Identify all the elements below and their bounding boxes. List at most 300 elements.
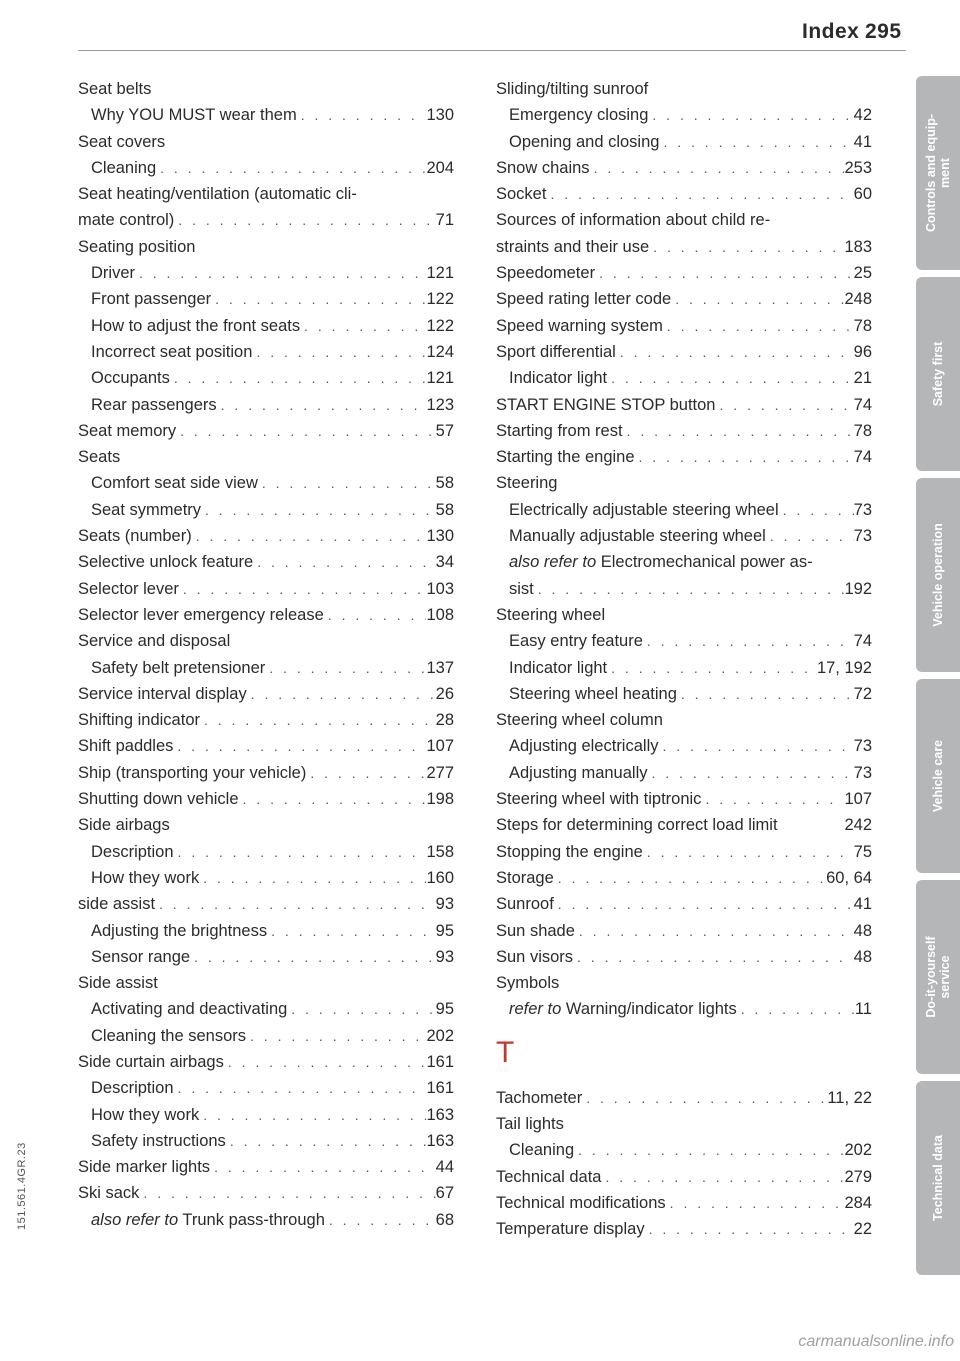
index-entry-term [91, 497, 201, 523]
dot-leader [199, 865, 426, 891]
index-entry-term [496, 970, 559, 996]
index-entry-term [78, 707, 200, 733]
index-entry[interactable] [496, 996, 872, 1022]
index-page-ref[interactable]: 11 [854, 1000, 872, 1019]
dot-leader [135, 260, 426, 286]
index-entry-term [496, 891, 554, 917]
index-entry[interactable] [78, 891, 454, 917]
index-entry-term [91, 286, 211, 312]
dot-leader [201, 497, 436, 523]
index-entry-term [91, 313, 300, 339]
index-entry-text: Seat belts [78, 80, 152, 98]
index-entry[interactable] [496, 418, 872, 444]
index-page-ref[interactable]: 71 [435, 211, 454, 230]
index-entry-term [78, 129, 165, 155]
index-entry[interactable] [78, 392, 454, 418]
dot-leader [176, 418, 436, 444]
index-entry[interactable] [496, 1216, 872, 1242]
tab-safety-first[interactable] [916, 277, 960, 471]
index-entry[interactable] [78, 102, 454, 128]
index-page-ref[interactable]: 21 [853, 369, 872, 388]
index-entry-term [496, 786, 701, 812]
index-entry-text: Cleaning the sensors [91, 1026, 247, 1045]
index-page-ref[interactable]: 93 [435, 947, 454, 966]
index-entry-text: Adjusting electrically [509, 737, 659, 756]
index-page-ref[interactable]: 57 [435, 421, 454, 440]
index-entry-term [91, 918, 267, 944]
index-entry[interactable] [78, 365, 454, 391]
index-page-ref[interactable]: 75 [853, 842, 872, 861]
index-entry[interactable] [496, 339, 872, 365]
index-entry[interactable] [496, 628, 872, 654]
index-entry-term [496, 839, 643, 865]
dot-leader [173, 733, 426, 759]
index-entry-text: Trunk pass-through [182, 1210, 325, 1229]
index-entry [496, 76, 872, 102]
index-entry[interactable] [78, 339, 454, 365]
dot-leader [607, 655, 817, 681]
dot-leader [252, 339, 426, 365]
index-page-ref[interactable]: 58 [435, 500, 454, 519]
index-entry-term [509, 655, 607, 681]
index-entry[interactable] [78, 1023, 454, 1049]
index-entry-text: Why YOU MUST wear them [91, 106, 297, 125]
index-entry-text: straints and their use [496, 237, 650, 256]
index-entry-term [78, 76, 151, 102]
index-entry-text: Seat heating/ventilation (automatic cli- [78, 185, 357, 204]
index-entry-text: Sliding/tilting sunroof [496, 80, 649, 98]
dot-leader [258, 470, 436, 496]
index-page-ref[interactable]: 160 [426, 868, 454, 887]
cross-reference-prefix: also refer to [509, 553, 597, 572]
index-entry-text: How they work [91, 1105, 200, 1124]
index-entry[interactable] [496, 865, 872, 891]
index-page-ref[interactable]: 73 [853, 527, 872, 546]
index-entry[interactable] [496, 102, 872, 128]
index-page-ref[interactable]: 204 [426, 158, 454, 177]
index-entry-text: side assist [78, 895, 156, 914]
index-entry-term [496, 918, 575, 944]
index-entry[interactable] [496, 1190, 872, 1216]
index-entry[interactable] [78, 1154, 454, 1180]
index-entry[interactable] [496, 655, 872, 681]
index-page-ref[interactable]: 130 [426, 106, 454, 125]
index-page-ref[interactable]: 108 [426, 605, 454, 624]
index-page-ref[interactable]: 192 [844, 579, 872, 598]
index-page-ref[interactable]: 73 [853, 500, 872, 519]
index-entry[interactable] [496, 392, 872, 418]
index-entry-term [496, 155, 590, 181]
index-entry-text: How to adjust the front seats [91, 316, 301, 335]
index-page-ref[interactable]: 25 [853, 264, 872, 283]
index-page-ref[interactable]: 202 [426, 1026, 454, 1045]
index-entry[interactable] [78, 1102, 454, 1128]
index-page-ref[interactable]: 44 [435, 1158, 454, 1177]
index-entry-text: Seating position [78, 237, 196, 256]
index-entry-term [509, 365, 607, 391]
index-entry [496, 602, 872, 628]
index-entry-text: Steps for determining correct load limit [496, 816, 778, 835]
dot-leader [575, 918, 854, 944]
index-entry[interactable] [496, 286, 872, 312]
index-entry[interactable] [78, 260, 454, 286]
index-entry[interactable] [78, 707, 454, 733]
index-entry [496, 1111, 872, 1137]
index-entry-text: Ski sack [78, 1184, 140, 1203]
index-entry[interactable] [496, 129, 872, 155]
dot-leader [190, 944, 436, 970]
dot-leader [239, 786, 427, 812]
index-page-ref[interactable]: 253 [844, 158, 872, 177]
index-page-ref[interactable]: 68 [435, 1210, 454, 1229]
index-entry[interactable] [496, 1164, 872, 1190]
index-entry[interactable] [496, 234, 872, 260]
index-page-ref[interactable]: 242 [844, 816, 872, 835]
index-entry [78, 628, 454, 654]
dot-leader [287, 996, 435, 1022]
tab-label: Safety first [931, 341, 945, 407]
index-page-ref[interactable]: 123 [426, 395, 454, 414]
dot-leader [200, 707, 436, 733]
index-page-ref[interactable]: 163 [426, 1105, 454, 1124]
index-page-ref[interactable]: 11, 22 [827, 1088, 872, 1107]
index-page-ref[interactable]: 60, 64 [826, 868, 872, 887]
dot-leader [766, 523, 854, 549]
index-entry-term [496, 1190, 666, 1216]
index-entry-term [91, 260, 135, 286]
index-entry[interactable] [78, 655, 454, 681]
index-entry-term [78, 549, 253, 575]
index-page-ref[interactable]: 122 [426, 316, 454, 335]
index-entry-term [496, 207, 770, 233]
index-entry[interactable] [78, 1075, 454, 1101]
index-entry-term [496, 1111, 564, 1137]
index-entry[interactable] [496, 681, 872, 707]
index-entry-text: How they work [91, 868, 200, 887]
index-page-ref[interactable]: 107 [426, 737, 454, 756]
index-page-ref[interactable]: 103 [426, 579, 454, 598]
index-entry-text: Symbols [496, 974, 560, 993]
tab-vehicle-care[interactable] [916, 679, 960, 873]
index-entry[interactable] [78, 418, 454, 444]
index-page-ref[interactable]: 48 [853, 921, 872, 940]
index-entry[interactable] [496, 812, 872, 838]
dot-leader [300, 313, 426, 339]
index-entry[interactable] [496, 260, 872, 286]
dot-leader [139, 1180, 435, 1206]
index-entry-text: Socket [496, 185, 547, 204]
index-entry[interactable] [78, 733, 454, 759]
index-entry-text: Shifting indicator [78, 711, 200, 730]
index-entry-term [509, 523, 766, 549]
watermark: carmanualsonline.info [798, 1333, 954, 1350]
index-entry-term [509, 102, 648, 128]
index-entry[interactable] [78, 576, 454, 602]
index-page-ref[interactable]: 73 [853, 763, 872, 782]
dot-leader [635, 444, 854, 470]
index-entry-term [91, 1128, 226, 1154]
index-entry[interactable] [78, 1207, 454, 1233]
dot-leader [534, 576, 845, 602]
dot-leader [226, 1128, 427, 1154]
index-entry-text: Temperature display [496, 1220, 645, 1239]
index-entry [78, 129, 454, 155]
index-entry-text: Side curtain airbags [78, 1052, 224, 1071]
index-entry-text: Steering wheel heating [509, 684, 677, 703]
dot-leader [297, 102, 427, 128]
index-page-ref[interactable]: 60 [853, 185, 872, 204]
index-entry-term [91, 1207, 325, 1233]
index-entry-text: Description [91, 842, 174, 861]
index-entry-term [91, 155, 156, 181]
index-entry-term [91, 392, 217, 418]
dot-leader [306, 760, 426, 786]
index-page-ref[interactable]: 93 [435, 895, 454, 914]
index-entry-text: Selector lever [78, 579, 179, 598]
tab-technical-data[interactable] [916, 1081, 960, 1275]
index-page-ref[interactable]: 284 [844, 1193, 872, 1212]
index-entry-text: Seats [78, 448, 121, 467]
index-page-ref[interactable]: 158 [426, 842, 454, 861]
dot-leader [247, 681, 436, 707]
index-entry-term [78, 628, 230, 654]
index-entry-term [509, 549, 813, 575]
index-entry-text: Speed warning system [496, 316, 663, 335]
index-page-ref[interactable]: 95 [435, 921, 454, 940]
index-entry[interactable] [78, 207, 454, 233]
index-entry[interactable] [78, 839, 454, 865]
dot-leader [179, 576, 427, 602]
index-entry-text: Opening and closing [509, 132, 660, 151]
index-entry-text: START ENGINE STOP button [496, 395, 716, 414]
index-entry-text: Ship (transporting your vehicle) [78, 763, 307, 782]
index-entry-term [496, 313, 663, 339]
index-entry-term [496, 602, 605, 628]
index-entry-text: Service interval display [78, 684, 247, 703]
dot-leader [253, 549, 435, 575]
index-entry[interactable] [496, 313, 872, 339]
index-page-ref[interactable]: 130 [426, 527, 454, 546]
index-entry-term [496, 1085, 582, 1111]
index-entry-term [509, 497, 779, 523]
dot-leader [156, 155, 426, 181]
index-entry [496, 970, 872, 996]
dot-leader [554, 865, 826, 891]
index-entry-text: Cleaning [509, 1141, 575, 1160]
index-page-ref[interactable]: 41 [853, 895, 872, 914]
dot-leader [715, 392, 853, 418]
index-page-ref[interactable]: 42 [853, 106, 872, 125]
index-entry-term [78, 1154, 210, 1180]
index-page-ref[interactable]: 67 [435, 1184, 454, 1203]
index-entry-text: Selector lever emergency release [78, 605, 324, 624]
index-page-ref[interactable]: 198 [426, 790, 454, 809]
index-page-ref[interactable]: 277 [426, 763, 454, 782]
dot-leader [602, 1164, 845, 1190]
index-entry-text: Starting the engine [496, 448, 635, 467]
index-entry[interactable] [78, 1128, 454, 1154]
index-entry[interactable] [78, 760, 454, 786]
dot-leader [573, 944, 854, 970]
index-entry[interactable] [78, 497, 454, 523]
index-entry-text: Side airbags [78, 816, 170, 835]
index-entry-text: Sensor range [91, 947, 191, 966]
index-entry[interactable] [78, 944, 454, 970]
index-entry-text: Sources of information about child re- [496, 211, 771, 230]
index-entry-text: Technical modifications [496, 1193, 666, 1212]
index-entry[interactable] [496, 944, 872, 970]
index-page-ref[interactable]: 78 [853, 316, 872, 335]
index-entry-term [78, 576, 179, 602]
index-entry-text: Technical data [496, 1167, 602, 1186]
index-entry[interactable] [496, 733, 872, 759]
index-entry-text: Manually adjustable steering wheel [509, 527, 766, 546]
index-entry[interactable] [78, 681, 454, 707]
index-page-ref[interactable]: 183 [844, 237, 872, 256]
index-entry[interactable] [496, 918, 872, 944]
index-entry-text: Seat covers [78, 132, 166, 151]
index-entry[interactable] [78, 286, 454, 312]
index-entry-term [496, 944, 573, 970]
index-entry-text: Electrically adjustable steering wheel [509, 500, 779, 519]
dot-leader [645, 1216, 854, 1242]
index-entry [78, 76, 454, 102]
dot-leader [607, 365, 854, 391]
index-page-ref[interactable]: 22 [853, 1220, 872, 1239]
index-entry[interactable] [496, 155, 872, 181]
index-page-ref[interactable]: 48 [853, 947, 872, 966]
index-entry [78, 444, 454, 470]
index-page-ref[interactable]: 121 [426, 369, 454, 388]
index-entry-term [509, 129, 659, 155]
dot-leader [325, 1207, 436, 1233]
index-page-ref[interactable]: 74 [853, 395, 872, 414]
index-entry[interactable] [78, 786, 454, 812]
index-page-ref[interactable]: 161 [426, 1079, 454, 1098]
index-page-ref[interactable]: 161 [426, 1052, 454, 1071]
index-page-ref[interactable]: 28 [435, 711, 454, 730]
dot-leader [663, 313, 854, 339]
index-entry-term [496, 812, 778, 838]
dot-leader [616, 339, 854, 365]
index-entry-text: Description [91, 1079, 174, 1098]
index-entry-term [78, 444, 120, 470]
index-page-ref[interactable]: 121 [426, 264, 454, 283]
dot-leader [649, 234, 844, 260]
index-entry[interactable] [78, 523, 454, 549]
index-entry-term [509, 576, 534, 602]
index-entry[interactable] [78, 155, 454, 181]
index-entry[interactable] [78, 313, 454, 339]
index-entry-term [78, 602, 324, 628]
tab-controls-equipment[interactable] [916, 76, 960, 270]
index-entry-text: Seat memory [78, 421, 177, 440]
index-entry-text: Speedometer [496, 264, 596, 283]
index-entry-term [91, 339, 252, 365]
index-entry-term [78, 234, 195, 260]
index-page-ref[interactable]: 26 [435, 684, 454, 703]
dot-leader [192, 523, 427, 549]
tab-label: Technical data [931, 1135, 945, 1221]
index-entry-text: Tachometer [496, 1088, 583, 1107]
index-page-ref[interactable]: 74 [853, 632, 872, 651]
tab-vehicle-operation[interactable] [916, 478, 960, 672]
dot-leader [554, 891, 854, 917]
index-page-ref[interactable]: 137 [426, 658, 454, 677]
index-page-ref[interactable]: 107 [844, 790, 872, 809]
index-entry-text: Steering wheel with tiptronic [496, 790, 702, 809]
index-entry[interactable] [496, 497, 872, 523]
index-page-ref[interactable]: 279 [844, 1167, 872, 1186]
index-page-ref[interactable]: 41 [853, 132, 872, 151]
index-entry[interactable] [78, 1180, 454, 1206]
index-page-ref[interactable]: 95 [435, 1000, 454, 1019]
index-entry[interactable] [496, 365, 872, 391]
index-entry-text: Safety instructions [91, 1131, 226, 1150]
index-entry-term [91, 470, 258, 496]
index-entry-text: Service and disposal [78, 632, 231, 651]
index-entry [78, 234, 454, 260]
index-entry[interactable] [496, 1085, 872, 1111]
index-entry-term [78, 812, 170, 838]
index-entry-term [78, 418, 176, 444]
index-entry[interactable] [78, 602, 454, 628]
index-page-ref[interactable]: 96 [853, 342, 872, 361]
tab-do-it-yourself-service[interactable] [916, 880, 960, 1074]
index-page-ref[interactable]: 17, 192 [816, 658, 872, 677]
dot-leader [155, 891, 436, 917]
page-number: 295 [865, 20, 902, 43]
index-entry-text: Adjusting the brightness [91, 921, 268, 940]
index-page-ref[interactable]: 58 [435, 474, 454, 493]
index-entry-term [78, 1180, 139, 1206]
index-entry[interactable] [78, 865, 454, 891]
index-entry[interactable] [496, 891, 872, 917]
index-page-ref[interactable]: 122 [426, 290, 454, 309]
index-page-ref[interactable]: 248 [844, 290, 872, 309]
index-page-ref[interactable]: 72 [853, 684, 872, 703]
index-entry-term [509, 681, 677, 707]
index-entry[interactable] [496, 576, 872, 602]
index-entry[interactable] [496, 839, 872, 865]
index-page-ref[interactable]: 202 [844, 1141, 872, 1160]
index-entry-term [91, 944, 190, 970]
index-entry[interactable] [496, 181, 872, 207]
index-entry[interactable] [496, 1137, 872, 1163]
dot-leader [174, 1075, 427, 1101]
index-entry[interactable] [78, 1049, 454, 1075]
index-entry [78, 181, 454, 207]
index-entry-text: Shift paddles [78, 737, 174, 756]
index-entry-text: Steering [496, 474, 558, 493]
index-page-ref[interactable]: 78 [853, 421, 872, 440]
index-entry-text: Comfort seat side view [91, 474, 258, 493]
index-entry[interactable] [496, 523, 872, 549]
index-entry[interactable] [78, 549, 454, 575]
index-entry[interactable] [496, 760, 872, 786]
index-page-ref[interactable]: 73 [853, 737, 872, 756]
index-entry[interactable] [496, 444, 872, 470]
index-entry[interactable] [78, 918, 454, 944]
index-page-ref[interactable]: 34 [435, 553, 454, 572]
index-page-ref[interactable]: 74 [853, 448, 872, 467]
index-entry[interactable] [496, 786, 872, 812]
index-page-ref[interactable]: 163 [426, 1131, 454, 1150]
index-entry[interactable] [78, 996, 454, 1022]
index-entry[interactable] [78, 470, 454, 496]
index-page-ref[interactable]: 124 [426, 342, 454, 361]
index-entry-term [496, 1216, 645, 1242]
